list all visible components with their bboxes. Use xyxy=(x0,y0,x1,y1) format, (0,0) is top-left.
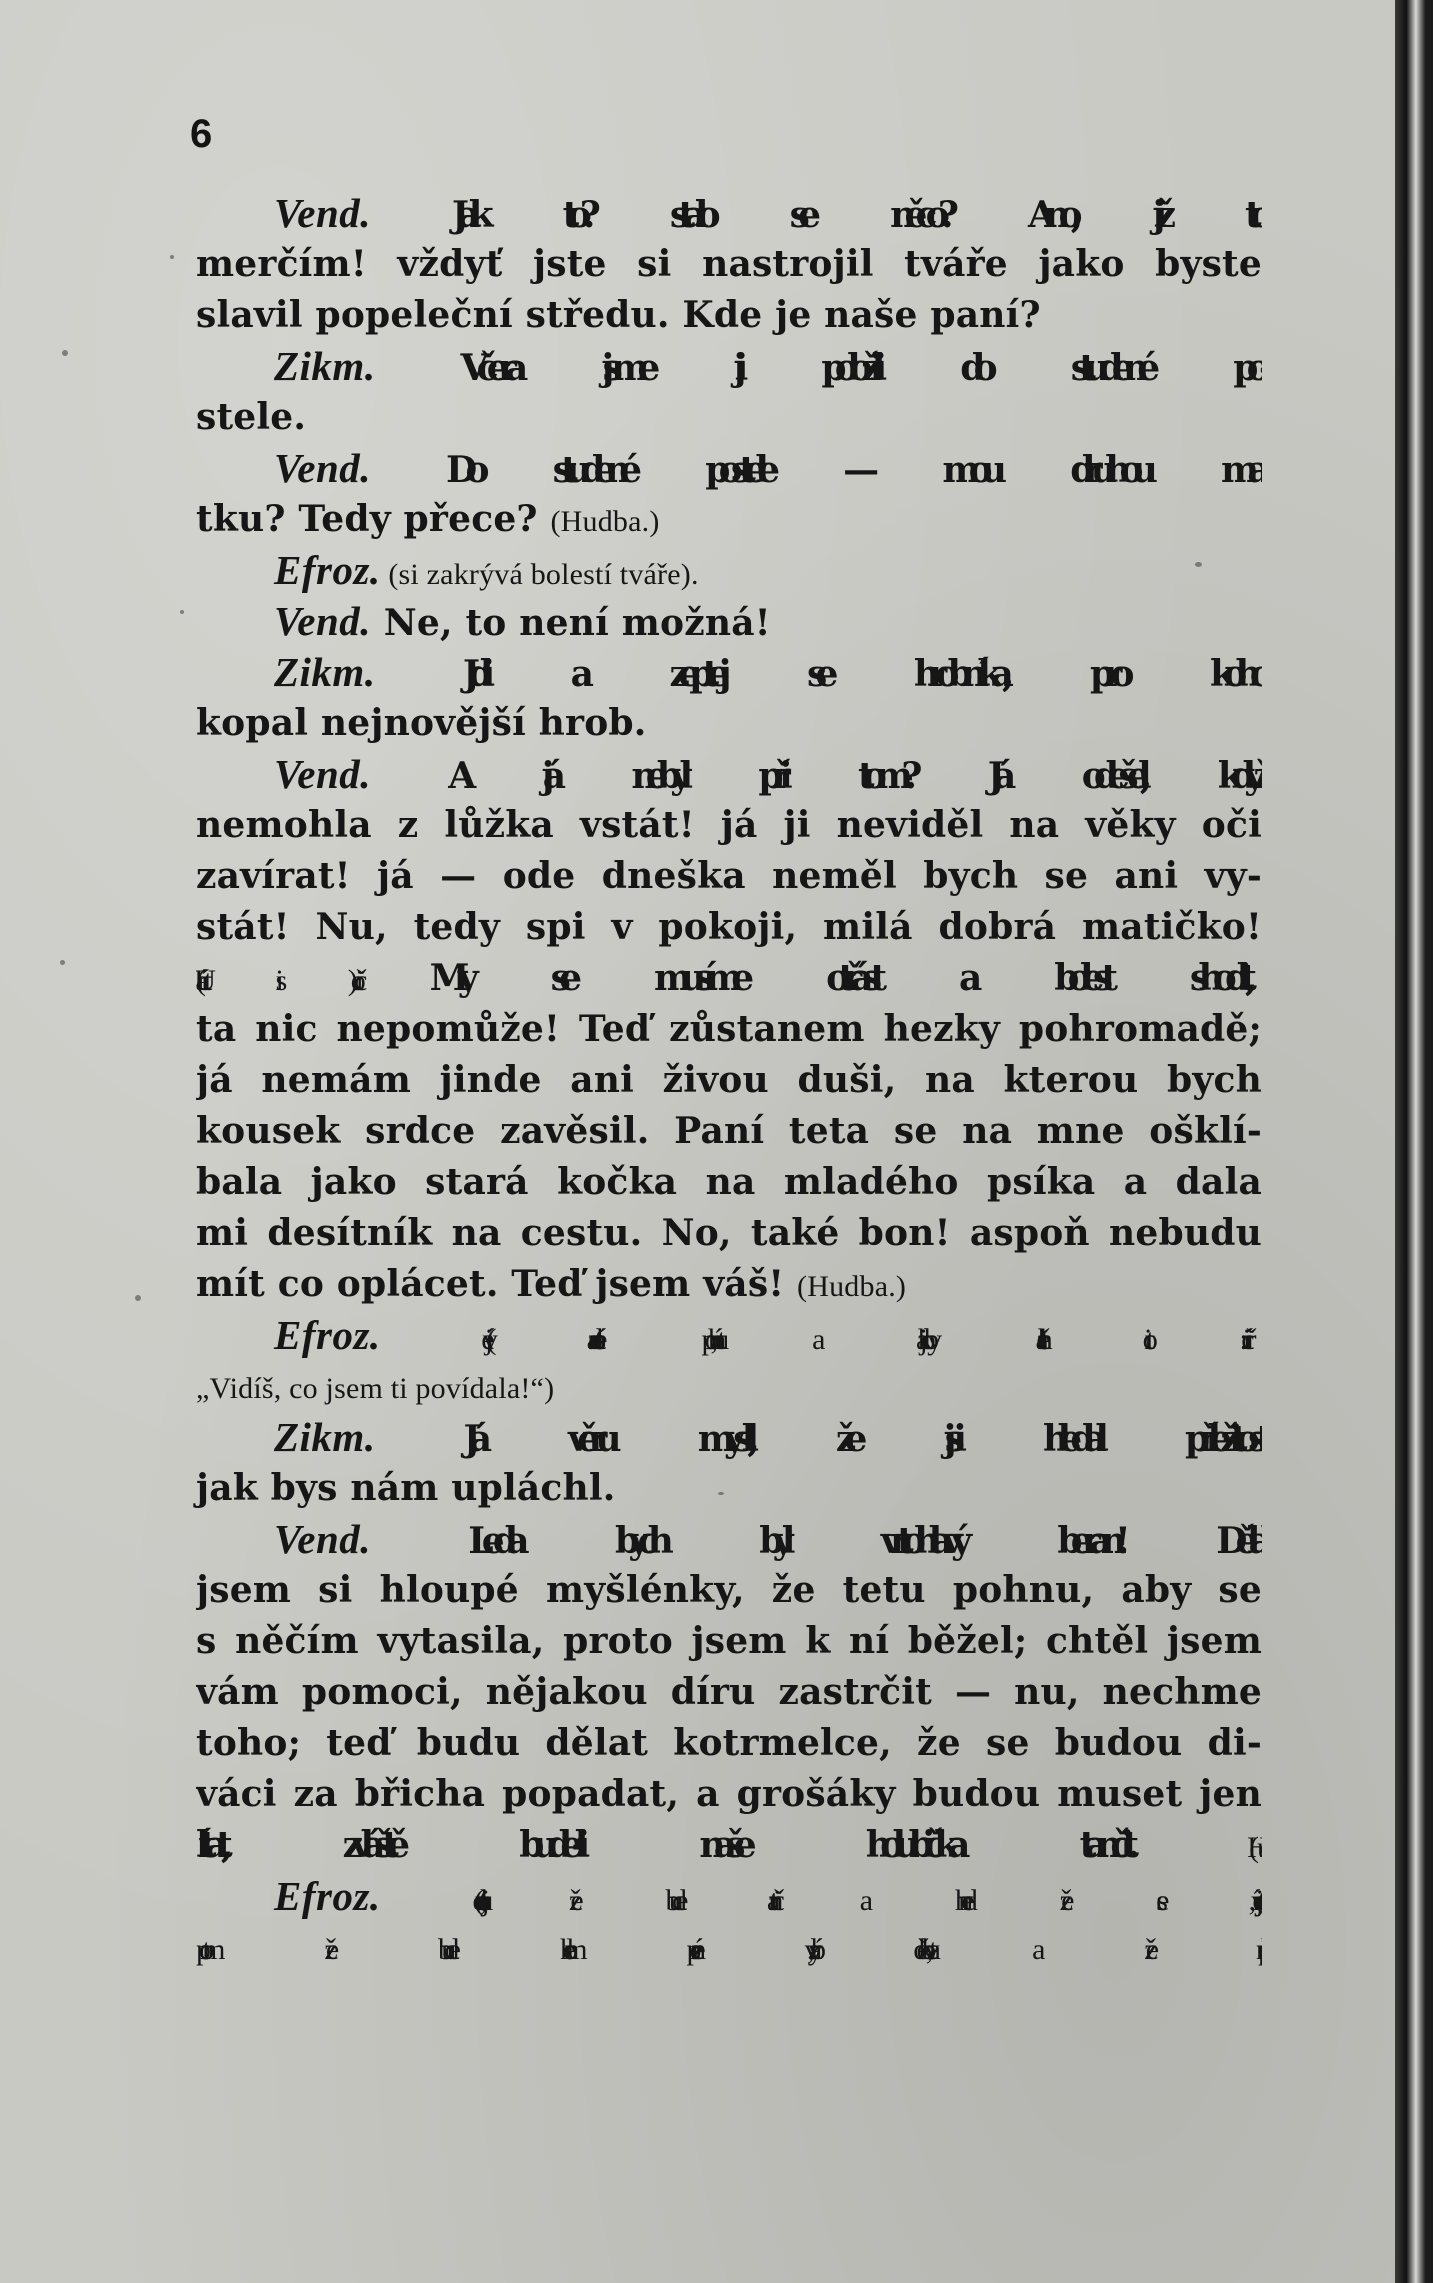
text-line xyxy=(196,902,1262,953)
dialogue-text: Ne, to není možná! xyxy=(371,602,771,644)
stage-direction: (jeví radostné pohnutí, a jakoby chtěla otci říci: xyxy=(380,1323,1236,1356)
text-line xyxy=(196,1871,1262,1922)
text-line xyxy=(196,239,1262,290)
text-line xyxy=(196,1667,1262,1718)
text-line xyxy=(196,1922,1262,1973)
dialogue-text: Do studené postele — mou druhou ma- xyxy=(371,449,1262,491)
text-line xyxy=(196,1820,1262,1871)
text-line xyxy=(196,749,1262,800)
dialogue-text: ta nic nepomůže! Teď zůstanem hezky pohromadě; xyxy=(196,1008,1262,1050)
speaker-name: Zikm. xyxy=(274,649,376,695)
speaker-name: Vend. xyxy=(274,598,372,644)
speaker-name: Vend. xyxy=(274,1516,372,1562)
dialogue-text: toho; teď budu dělat kotrmelce, že se budou di- xyxy=(196,1722,1262,1764)
speaker-name: Vend. xyxy=(274,445,372,491)
text-line xyxy=(196,545,1262,596)
dialogue-text: zavírat! já — ode dneška neměl bych se ani vy- xyxy=(196,855,1262,897)
text-line xyxy=(196,1157,1262,1208)
text-line xyxy=(196,1208,1262,1259)
speaker-name: Zikm. xyxy=(274,1414,376,1460)
speaker-name: Efroz. xyxy=(274,1312,381,1358)
speaker-name: Efroz. xyxy=(274,547,381,593)
text-line xyxy=(196,1259,1262,1310)
text-line xyxy=(196,1718,1262,1769)
binding-edge xyxy=(1395,0,1433,2283)
dialogue-text: lítat, zvláště bude-li naše holubička tančit. xyxy=(196,1824,1249,1866)
dialogue-text: merčím! vždyť jste si nastrojil tváře jako byste xyxy=(196,243,1262,285)
text-line xyxy=(196,953,1262,1004)
dialogue-text: slavil popeleční středu. Kde je naše paní? xyxy=(196,294,1041,336)
dialogue-text: jsem si hloupé myšlénky, že tetu pohnu, aby se xyxy=(196,1569,1262,1611)
text-line xyxy=(196,1769,1262,1820)
dialogue-text: vám pomoci, nějakou díru zastrčit — nu, nechme xyxy=(196,1671,1262,1713)
text-line xyxy=(196,851,1262,902)
stage-direction: potom že bude kolem peníze vybírat, děkovat, a že přinese xyxy=(196,1933,1262,1966)
text-line xyxy=(196,800,1262,851)
dialogue-text: Leda bych byl vrtohlavý beran! Dělal xyxy=(371,1520,1262,1562)
paper-speck xyxy=(135,1295,141,1301)
dialogue-text: kousek srdce zavěsil. Paní teta se na mne ošklí- xyxy=(196,1110,1262,1152)
dialogue-text: Jdi a zeptej se hrobníka, pro koho xyxy=(375,653,1262,695)
speaker-name: Vend. xyxy=(274,190,372,236)
paper-speck xyxy=(60,960,65,965)
speaker-name: Vend. xyxy=(274,751,372,797)
dialogue-text: mi desítník na cestu. No, také bon! aspoň nebudu xyxy=(196,1212,1262,1254)
stage-direction: (si zakrývá bolestí tváře). xyxy=(380,558,699,591)
stage-direction: (dotvrzuje, že bude tančit a hned že se vystrojí, xyxy=(380,1884,1245,1917)
text-line xyxy=(196,1616,1262,1667)
paper-speck xyxy=(62,350,68,356)
dialogue-text: bala jako stará kočka na mladého psíka a dala xyxy=(196,1161,1262,1203)
dialogue-text: já nemám jinde ani živou duši, na kterou bych xyxy=(196,1059,1262,1101)
play-text-block xyxy=(196,188,1262,1973)
text-line xyxy=(196,596,1262,647)
text-line xyxy=(196,1361,1262,1412)
text-line xyxy=(196,1412,1262,1463)
dialogue-text: jak bys nám upláchl. xyxy=(196,1467,616,1509)
stage-direction: (Utírá si oči.) xyxy=(196,964,346,997)
dialogue-text: Včera jsme ji položili do studené po- xyxy=(375,347,1262,389)
page-number: 6 xyxy=(190,112,213,156)
text-line xyxy=(196,1565,1262,1616)
dialogue-text: nemohla z lůžka vstát! já ji neviděl na věky oči xyxy=(196,804,1262,846)
dialogue-text: mít co oplácet. Teď jsem váš! xyxy=(196,1263,798,1305)
dialogue-text: váci za břicha popadat, a grošáky budou muset jen xyxy=(196,1773,1262,1815)
paper-speck xyxy=(1195,562,1202,567)
paper-speck xyxy=(180,610,184,614)
stage-direction: (Hudba.) xyxy=(550,505,660,538)
text-line xyxy=(196,1106,1262,1157)
stage-direction: (Hudba.) xyxy=(1248,1831,1262,1864)
dialogue-text: s něčím vytasila, proto jsem k ní běžel; chtěl jsem xyxy=(196,1620,1262,1662)
text-line xyxy=(196,1310,1262,1361)
text-line xyxy=(196,494,1262,545)
dialogue-text: Jak to? stalo se něco? Ano, již to xyxy=(371,194,1262,236)
stage-direction: (Hudba.) xyxy=(797,1270,907,1303)
paper-speck xyxy=(718,1492,724,1495)
dialogue-text: My se musíme otřást a bolest shodit, xyxy=(345,957,1246,999)
text-line xyxy=(196,188,1262,239)
text-line xyxy=(196,341,1262,392)
text-line xyxy=(196,1004,1262,1055)
dialogue-text: Já věru myslil, že jsi hledal příležitost, xyxy=(375,1418,1262,1460)
text-line xyxy=(196,647,1262,698)
dialogue-text: stát! Nu, tedy spi v pokoji, milá dobrá matičko! xyxy=(196,906,1262,948)
dialogue-text: kopal nejnovější hrob. xyxy=(196,702,647,744)
text-line xyxy=(196,392,1262,443)
dialogue-text: tku? Tedy přece? xyxy=(196,498,551,540)
dialogue-text: A já nebyl při tom? Já odešel, když xyxy=(371,755,1262,797)
text-line xyxy=(196,443,1262,494)
paper-speck xyxy=(170,255,174,259)
text-line xyxy=(196,698,1262,749)
dialogue-text: stele. xyxy=(196,396,307,438)
stage-direction: „Vidíš, co jsem ti povídala!“) xyxy=(196,1372,555,1405)
text-line xyxy=(196,1514,1262,1565)
text-line xyxy=(196,1463,1262,1514)
speaker-name: Efroz. xyxy=(274,1873,381,1919)
text-line xyxy=(196,290,1262,341)
text-line xyxy=(196,1055,1262,1106)
speaker-name: Zikm. xyxy=(274,343,376,389)
